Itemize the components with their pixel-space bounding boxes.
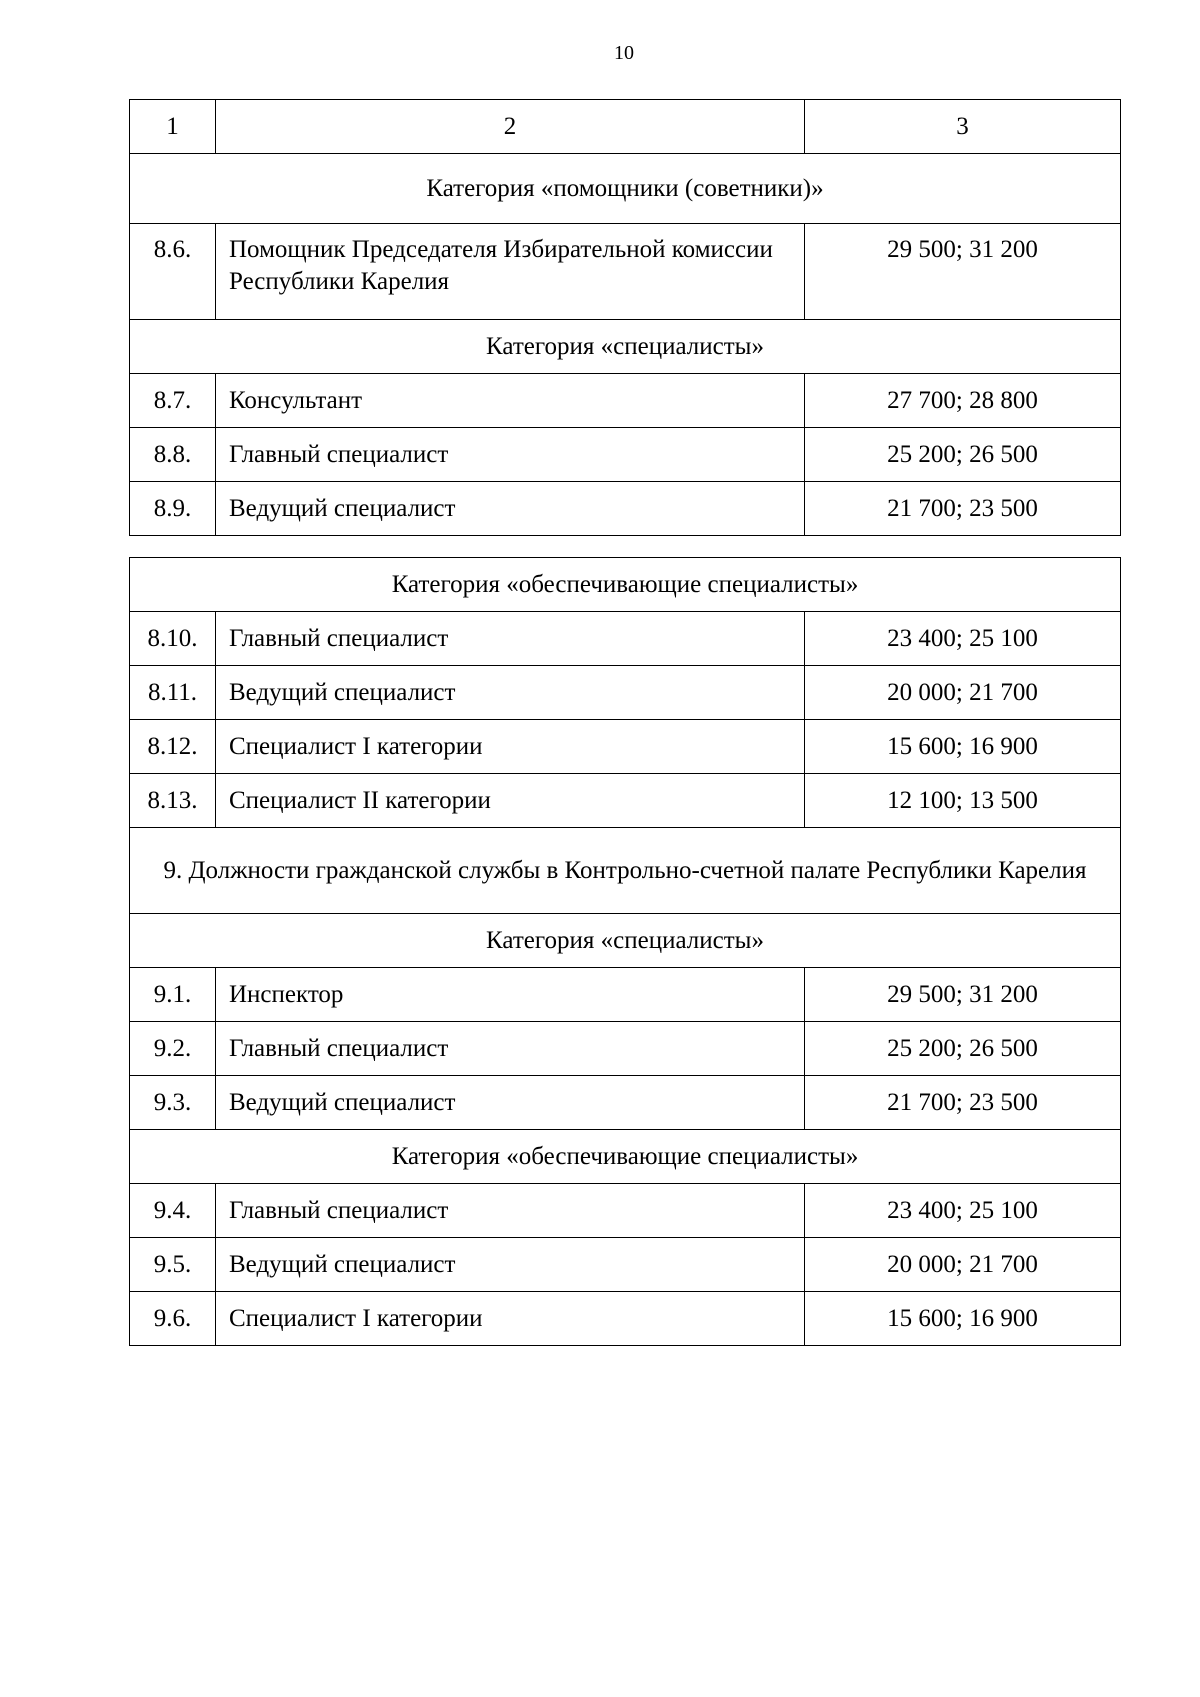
- row-number: 8.6.: [130, 224, 216, 320]
- salary-range: 29 500; 31 200: [805, 968, 1121, 1022]
- table-row: [130, 482, 1121, 536]
- row-number: 8.13.: [130, 774, 216, 828]
- table-row: [130, 774, 1121, 828]
- table-row: [130, 1076, 1121, 1130]
- row-number: 8.12.: [130, 720, 216, 774]
- table-row: [130, 224, 1121, 320]
- row-number: 8.11.: [130, 666, 216, 720]
- salary-range: 12 100; 13 500: [805, 774, 1121, 828]
- category-support-specialists: Категория «обеспечивающие специалисты»: [130, 1130, 1121, 1184]
- row-number: 9.4.: [130, 1184, 216, 1238]
- row-number: 8.8.: [130, 428, 216, 482]
- section-9-title: 9. Должности гражданской службы в Контрольно-счетной палате Республики Карелия: [130, 828, 1121, 914]
- salary-range: 25 200; 26 500: [805, 428, 1121, 482]
- category-row: [130, 154, 1121, 224]
- category-specialists: Категория «специалисты»: [130, 914, 1121, 968]
- row-number: 8.7.: [130, 374, 216, 428]
- row-number: 9.2.: [130, 1022, 216, 1076]
- position-name: Специалист I категории: [216, 720, 805, 774]
- salary-range: 20 000; 21 700: [805, 666, 1121, 720]
- category-row: [130, 1130, 1121, 1184]
- positions-table-part-1: [129, 99, 1121, 536]
- salary-range: 21 700; 23 500: [805, 482, 1121, 536]
- salary-range: 23 400; 25 100: [805, 1184, 1121, 1238]
- position-name: Ведущий специалист: [216, 1238, 805, 1292]
- table-row: [130, 666, 1121, 720]
- table-row: [130, 1292, 1121, 1346]
- positions-table-part-2: [129, 557, 1121, 1346]
- row-number: 9.1.: [130, 968, 216, 1022]
- position-name: Помощник Председателя Избирательной комиссии Республики Карелия: [216, 224, 805, 320]
- position-name: Главный специалист: [216, 1184, 805, 1238]
- page-number: 10: [614, 42, 634, 64]
- table-row: [130, 428, 1121, 482]
- table-row: [130, 374, 1121, 428]
- category-row: [130, 558, 1121, 612]
- column-header-1: 1: [130, 100, 216, 154]
- table-row: [130, 1022, 1121, 1076]
- salary-range: 29 500; 31 200: [805, 224, 1121, 320]
- position-name: Главный специалист: [216, 428, 805, 482]
- salary-range: 27 700; 28 800: [805, 374, 1121, 428]
- category-support-specialists: Категория «обеспечивающие специалисты»: [130, 558, 1121, 612]
- position-name: Специалист II категории: [216, 774, 805, 828]
- category-row: [130, 320, 1121, 374]
- column-header-2: 2: [216, 100, 805, 154]
- column-number-row: [130, 100, 1121, 154]
- salary-range: 25 200; 26 500: [805, 1022, 1121, 1076]
- salary-range: 15 600; 16 900: [805, 720, 1121, 774]
- position-name: Главный специалист: [216, 1022, 805, 1076]
- row-number: 9.5.: [130, 1238, 216, 1292]
- position-name: Ведущий специалист: [216, 482, 805, 536]
- position-name: Ведущий специалист: [216, 1076, 805, 1130]
- row-number: 9.3.: [130, 1076, 216, 1130]
- row-number: 8.10.: [130, 612, 216, 666]
- category-assistants: Категория «помощники (советники)»: [130, 154, 1121, 224]
- salary-range: 20 000; 21 700: [805, 1238, 1121, 1292]
- salary-range: 21 700; 23 500: [805, 1076, 1121, 1130]
- category-specialists: Категория «специалисты»: [130, 320, 1121, 374]
- row-number: 8.9.: [130, 482, 216, 536]
- column-header-3: 3: [805, 100, 1121, 154]
- table-row: [130, 612, 1121, 666]
- position-name: Инспектор: [216, 968, 805, 1022]
- salary-range: 23 400; 25 100: [805, 612, 1121, 666]
- table-row: [130, 968, 1121, 1022]
- table-row: [130, 1238, 1121, 1292]
- position-name: Ведущий специалист: [216, 666, 805, 720]
- table-row: [130, 720, 1121, 774]
- row-number: 9.6.: [130, 1292, 216, 1346]
- position-name: Специалист I категории: [216, 1292, 805, 1346]
- section-title-row: [130, 828, 1121, 914]
- position-name: Главный специалист: [216, 612, 805, 666]
- position-name: Консультант: [216, 374, 805, 428]
- salary-range: 15 600; 16 900: [805, 1292, 1121, 1346]
- table-row: [130, 1184, 1121, 1238]
- category-row: [130, 914, 1121, 968]
